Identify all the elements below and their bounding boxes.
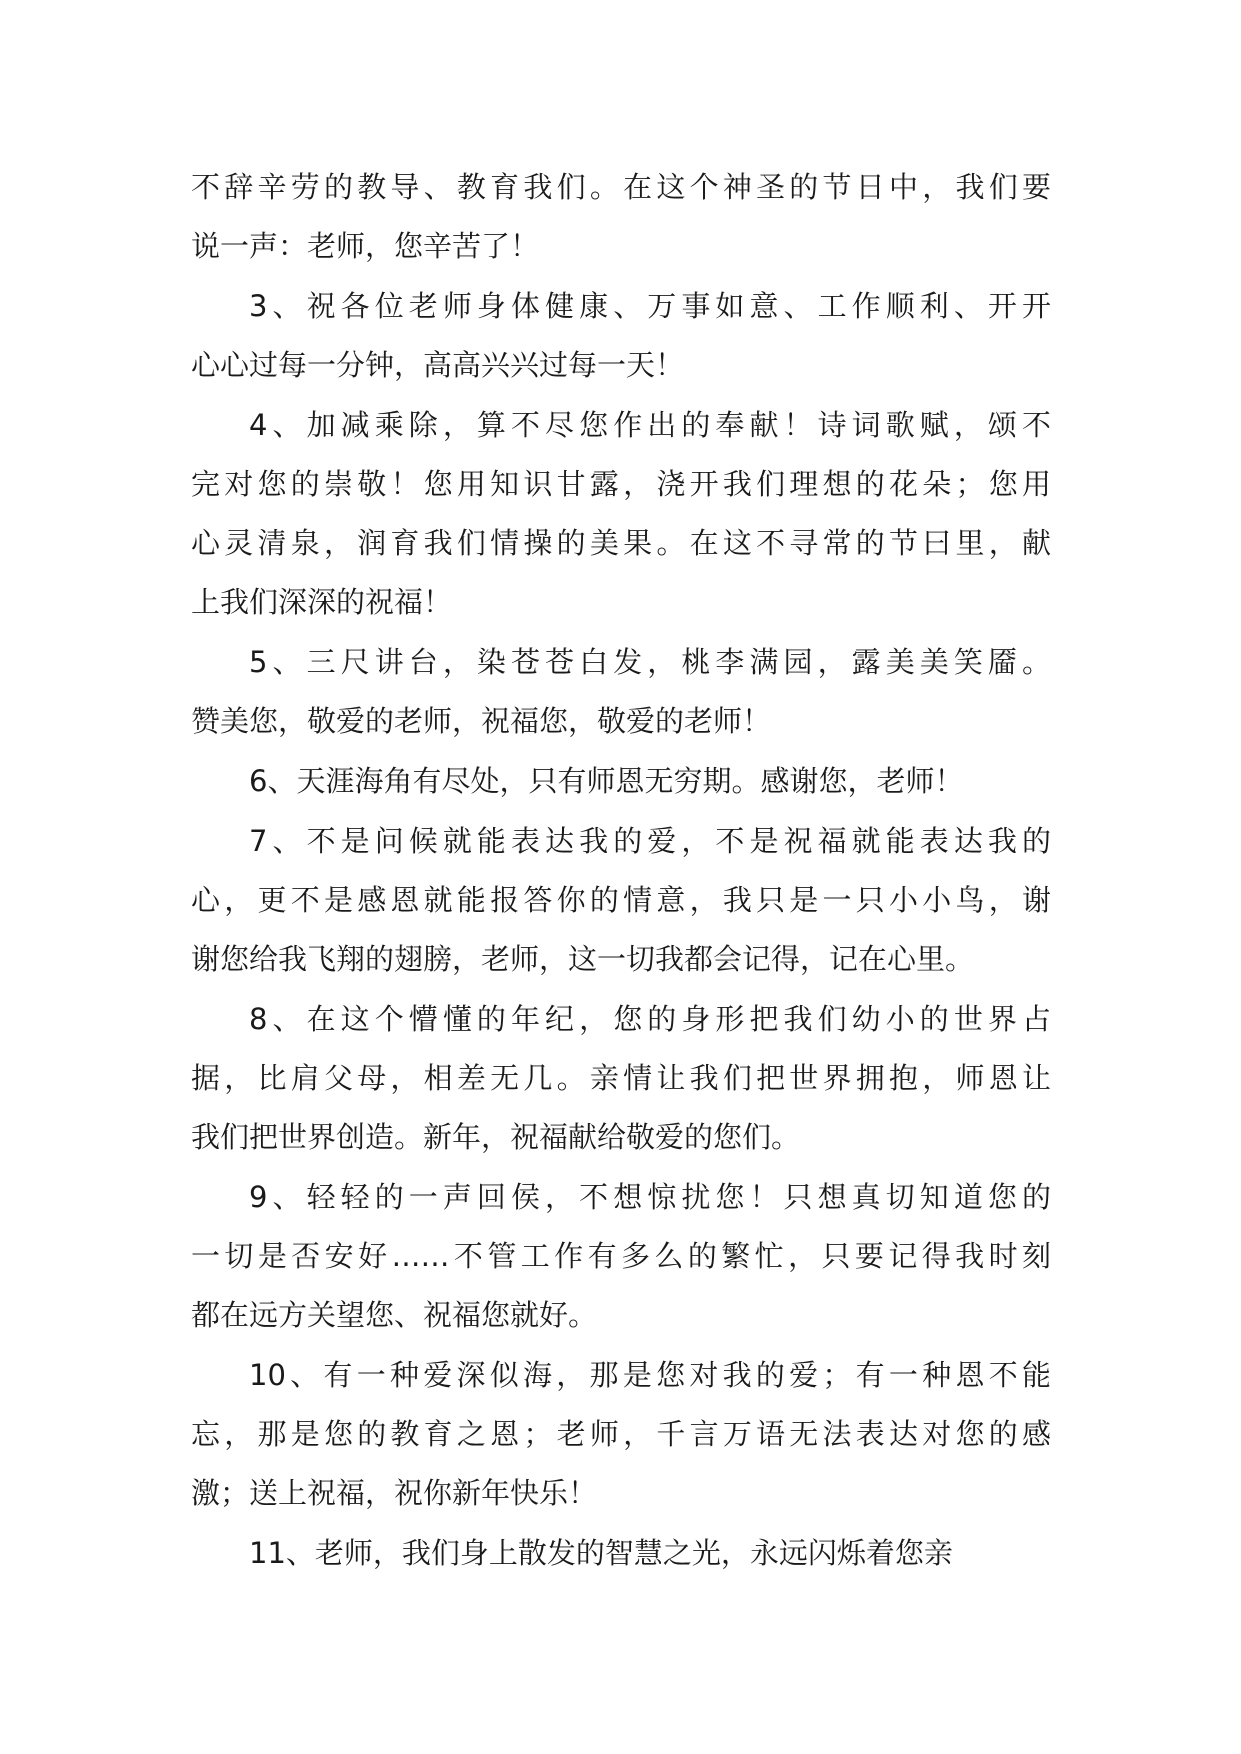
text-line: 5、三尺讲台，染苍苍白发，桃李满园，露美美笑靥。	[249, 645, 1051, 679]
paragraph	[191, 812, 1051, 989]
text-line: 据，比肩父母，相差无几。亲情让我们把世界拥抱，师恩让	[191, 1061, 1051, 1095]
text-line: 6、天涯海角有尽处，只有师恩无穷期。感谢您，老师！	[249, 764, 964, 798]
paragraph	[191, 158, 1051, 276]
paragraph	[191, 1346, 1051, 1523]
paragraph	[191, 990, 1051, 1167]
paragraph	[191, 1524, 1051, 1583]
text-line: 谢您给我飞翔的翅膀，老师，这一切我都会记得，记在心里。	[191, 942, 975, 976]
text-line: 上我们深深的祝福！	[191, 585, 453, 619]
text-line: 11、老师，我们身上散发的智慧之光，永远闪烁着您亲	[249, 1536, 953, 1570]
text-line: 9、轻轻的一声回侯，不想惊扰您！只想真切知道您的	[249, 1180, 1051, 1214]
paragraph	[191, 633, 1051, 751]
paragraph	[191, 277, 1051, 395]
text-line: 心灵清泉，润育我们情操的美果。在这不寻常的节曰里，献	[191, 526, 1051, 560]
text-line: 激；送上祝福，祝你新年快乐！	[191, 1476, 598, 1510]
text-line: 说一声：老师，您辛苦了！	[191, 229, 540, 263]
text-line: 一切是否安好……不管工作有多么的繁忙，只要记得我时刻	[191, 1239, 1051, 1273]
text-line: 心，更不是感恩就能报答你的情意，我只是一只小小鸟，谢	[191, 883, 1051, 917]
text-line: 都在远方关望您、祝福您就好。	[191, 1298, 598, 1332]
text-line: 8、在这个懵懂的年纪，您的身形把我们幼小的世界占	[249, 1002, 1051, 1036]
paragraph	[191, 752, 1051, 811]
text-line: 心心过每一分钟，高高兴兴过每一天！	[191, 348, 685, 382]
text-line: 3、祝各位老师身体健康、万事如意、工作顺利、开开	[249, 289, 1051, 323]
text-line: 4、加减乘除，算不尽您作出的奉献！诗词歌赋，颂不	[249, 408, 1051, 442]
text-line: 10、有一种爱深似海，那是您对我的爱；有一种恩不能	[249, 1358, 1051, 1392]
text-line: 忘，那是您的教育之恩；老师，千言万语无法表达对您的感	[191, 1417, 1051, 1451]
text-line: 我们把世界创造。新年，祝福献给敬爱的您们。	[191, 1120, 801, 1154]
paragraph	[191, 396, 1051, 632]
text-line: 赞美您，敬爱的老师，祝福您，敬爱的老师！	[191, 704, 772, 738]
text-line: 完对您的崇敬！您用知识甘露，浇开我们理想的花朵；您用	[191, 467, 1051, 501]
text-line: 7、不是问候就能表达我的爱，不是祝福就能表达我的	[249, 824, 1051, 858]
document-body	[191, 158, 1051, 1584]
text-line: 不辞辛劳的教导、教育我们。在这个神圣的节日中，我们要	[191, 170, 1051, 204]
paragraph	[191, 1168, 1051, 1345]
